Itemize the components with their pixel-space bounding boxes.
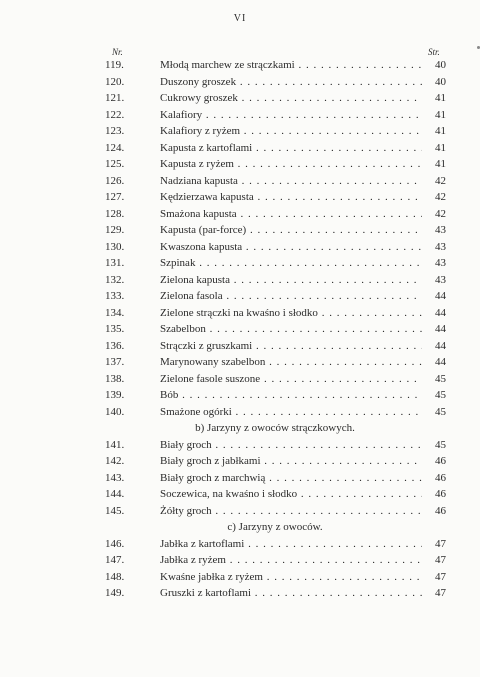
entry-title: Zielone strączki na kwaśno i słodko . . . xyxy=(160,305,422,322)
toc-row xyxy=(0,437,480,454)
entry-number: 138. xyxy=(105,372,125,385)
entry-title: Biały groch z marchwią . . . xyxy=(160,470,422,487)
entry-page: 47 xyxy=(435,554,446,566)
entry-number: 135. xyxy=(105,323,125,335)
section-heading-b: b) Jarzyny z owoców strączkowych. xyxy=(195,422,355,434)
toc-row xyxy=(0,503,480,520)
entry-title: Zielona kapusta . . . xyxy=(160,272,422,289)
entry-page: 41 xyxy=(435,92,446,104)
entries-group-a xyxy=(0,57,480,420)
entry-number: 140. xyxy=(105,405,125,418)
toc-row xyxy=(0,189,480,206)
entry-number: 125. xyxy=(105,158,125,170)
entry-page: 43 xyxy=(435,224,446,236)
toc-row xyxy=(0,338,480,355)
entry-page: 44 xyxy=(435,323,446,335)
entry-page: 44 xyxy=(435,356,446,368)
entry-title: Młodą marchew ze strączkami . . . xyxy=(160,57,422,74)
toc-row xyxy=(0,57,480,74)
entry-number: 132. xyxy=(105,273,125,286)
entry-page: 47 xyxy=(435,570,446,583)
entry-number: 137. xyxy=(105,356,125,368)
entry-page: 41 xyxy=(435,158,446,170)
entry-page: 42 xyxy=(435,174,446,187)
entry-title: Nadziana kapusta . . . xyxy=(160,173,422,190)
entry-page: 41 xyxy=(435,141,446,154)
toc-row xyxy=(0,387,480,404)
entry-title: Cukrowy groszek . . . xyxy=(160,90,422,107)
toc-row xyxy=(0,123,480,140)
entry-page: 44 xyxy=(435,306,446,319)
entry-number: 145. xyxy=(105,504,125,517)
entry-page: 44 xyxy=(435,290,446,302)
entry-page: 46 xyxy=(435,488,446,500)
entry-page: 47 xyxy=(435,587,446,599)
toc-row xyxy=(0,569,480,586)
entry-title: Jabłka z kartoflami . . . xyxy=(160,536,422,553)
toc-row xyxy=(0,206,480,223)
entry-page: 41 xyxy=(435,125,446,137)
entry-title: Marynowany szabelbon . . . xyxy=(160,354,422,371)
entry-page: 46 xyxy=(435,455,446,467)
entry-number: 122. xyxy=(105,108,125,121)
entry-title: Żółty groch . . . xyxy=(160,503,422,520)
page-number: VI xyxy=(233,13,247,24)
entry-title: Jabłka z ryżem . . . xyxy=(160,552,422,569)
entry-title: Szpinak . . . xyxy=(160,255,422,272)
entry-number: 147. xyxy=(105,554,125,566)
entries-group-b xyxy=(0,437,480,520)
entry-number: 143. xyxy=(105,471,125,484)
entry-number: 119. xyxy=(105,59,124,71)
entry-title: Zielone fasole suszone . . . xyxy=(160,371,422,388)
entry-page: 43 xyxy=(435,240,446,253)
entry-title: Soczewica, na kwaśno i słodko . . . xyxy=(160,486,422,503)
toc-row xyxy=(0,173,480,190)
column-header-page: Str. xyxy=(428,47,440,57)
toc-row xyxy=(0,585,480,602)
entry-title: Smażona kapusta . . . xyxy=(160,206,422,223)
toc-row xyxy=(0,536,480,553)
entry-number: 130. xyxy=(105,240,125,253)
entry-title: Bób . . . xyxy=(160,387,422,404)
entry-number: 120. xyxy=(105,75,125,88)
toc-row xyxy=(0,90,480,107)
entry-page: 46 xyxy=(435,504,446,517)
entry-number: 124. xyxy=(105,141,125,154)
entry-page: 40 xyxy=(435,75,446,88)
entry-page: 47 xyxy=(435,537,446,550)
entry-title: Kalafiory z ryżem . . . xyxy=(160,123,422,140)
entry-title: Duszony groszek . . . xyxy=(160,74,422,91)
entry-page: 46 xyxy=(435,471,446,484)
entry-title: Kapusta z ryżem . . . xyxy=(160,156,422,173)
toc-row xyxy=(0,470,480,487)
toc-row xyxy=(0,305,480,322)
entry-title: Zielona fasola . . . xyxy=(160,288,422,305)
entry-title: Szabelbon . . . xyxy=(160,321,422,338)
table-of-contents xyxy=(0,57,480,602)
entry-page: 45 xyxy=(435,372,446,385)
entry-page: 45 xyxy=(435,389,446,401)
toc-row xyxy=(0,371,480,388)
entry-number: 126. xyxy=(105,174,125,187)
entry-number: 139. xyxy=(105,389,125,401)
entry-title: Kędzierzawa kapusta . . . xyxy=(160,189,422,206)
entry-title: Kapusta (par-force) . . . xyxy=(160,222,422,239)
toc-row xyxy=(0,354,480,371)
entry-page: 42 xyxy=(435,191,446,203)
toc-row xyxy=(0,239,480,256)
entry-title: Kwaśne jabłka z ryżem . . . xyxy=(160,569,422,586)
toc-row xyxy=(0,486,480,503)
entry-page: 43 xyxy=(435,273,446,286)
entry-title: Kapusta z kartoflami . . . xyxy=(160,140,422,157)
toc-row xyxy=(0,404,480,421)
entry-page: 45 xyxy=(435,405,446,418)
entry-number: 146. xyxy=(105,537,125,550)
entry-number: 121. xyxy=(105,92,125,104)
entry-page: 45 xyxy=(435,438,446,451)
entry-title: Kwaszona kapusta . . . xyxy=(160,239,422,256)
entry-page: 41 xyxy=(435,108,446,121)
entry-page: 44 xyxy=(435,339,446,352)
entry-number: 141. xyxy=(105,438,125,451)
toc-row xyxy=(0,321,480,338)
toc-row xyxy=(0,107,480,124)
toc-row xyxy=(0,222,480,239)
entry-page: 40 xyxy=(435,59,446,71)
toc-row xyxy=(0,140,480,157)
entry-title: Kalafiory . . . xyxy=(160,107,422,124)
entry-page: 42 xyxy=(435,207,446,220)
toc-row xyxy=(0,272,480,289)
entries-group-c xyxy=(0,536,480,602)
entry-title: Biały groch z jabłkami . . . xyxy=(160,453,422,470)
entry-number: 129. xyxy=(105,224,125,236)
entry-title: Smażone ogórki . . . xyxy=(160,404,422,421)
entry-number: 149. xyxy=(105,587,125,599)
toc-row xyxy=(0,255,480,272)
entry-number: 134. xyxy=(105,306,125,319)
column-header-number: Nr. xyxy=(112,47,123,57)
toc-row xyxy=(0,74,480,91)
entry-number: 131. xyxy=(105,257,125,269)
section-heading-c: c) Jarzyny z owoców. xyxy=(227,521,323,533)
toc-row xyxy=(0,156,480,173)
entry-number: 142. xyxy=(105,455,125,467)
entry-number: 148. xyxy=(105,570,125,583)
entry-number: 127. xyxy=(105,191,125,203)
entry-title: Strączki z gruszkami . . . xyxy=(160,338,422,355)
entry-number: 133. xyxy=(105,290,125,302)
entry-page: 43 xyxy=(435,257,446,269)
toc-row xyxy=(0,552,480,569)
toc-row xyxy=(0,288,480,305)
entry-number: 128. xyxy=(105,207,125,220)
entry-number: 144. xyxy=(105,488,125,500)
toc-row xyxy=(0,453,480,470)
entry-number: 136. xyxy=(105,339,125,352)
entry-title: Gruszki z kartoflami . . . xyxy=(160,585,422,602)
entry-number: 123. xyxy=(105,125,125,137)
entry-title: Biały groch . . . xyxy=(160,437,422,454)
